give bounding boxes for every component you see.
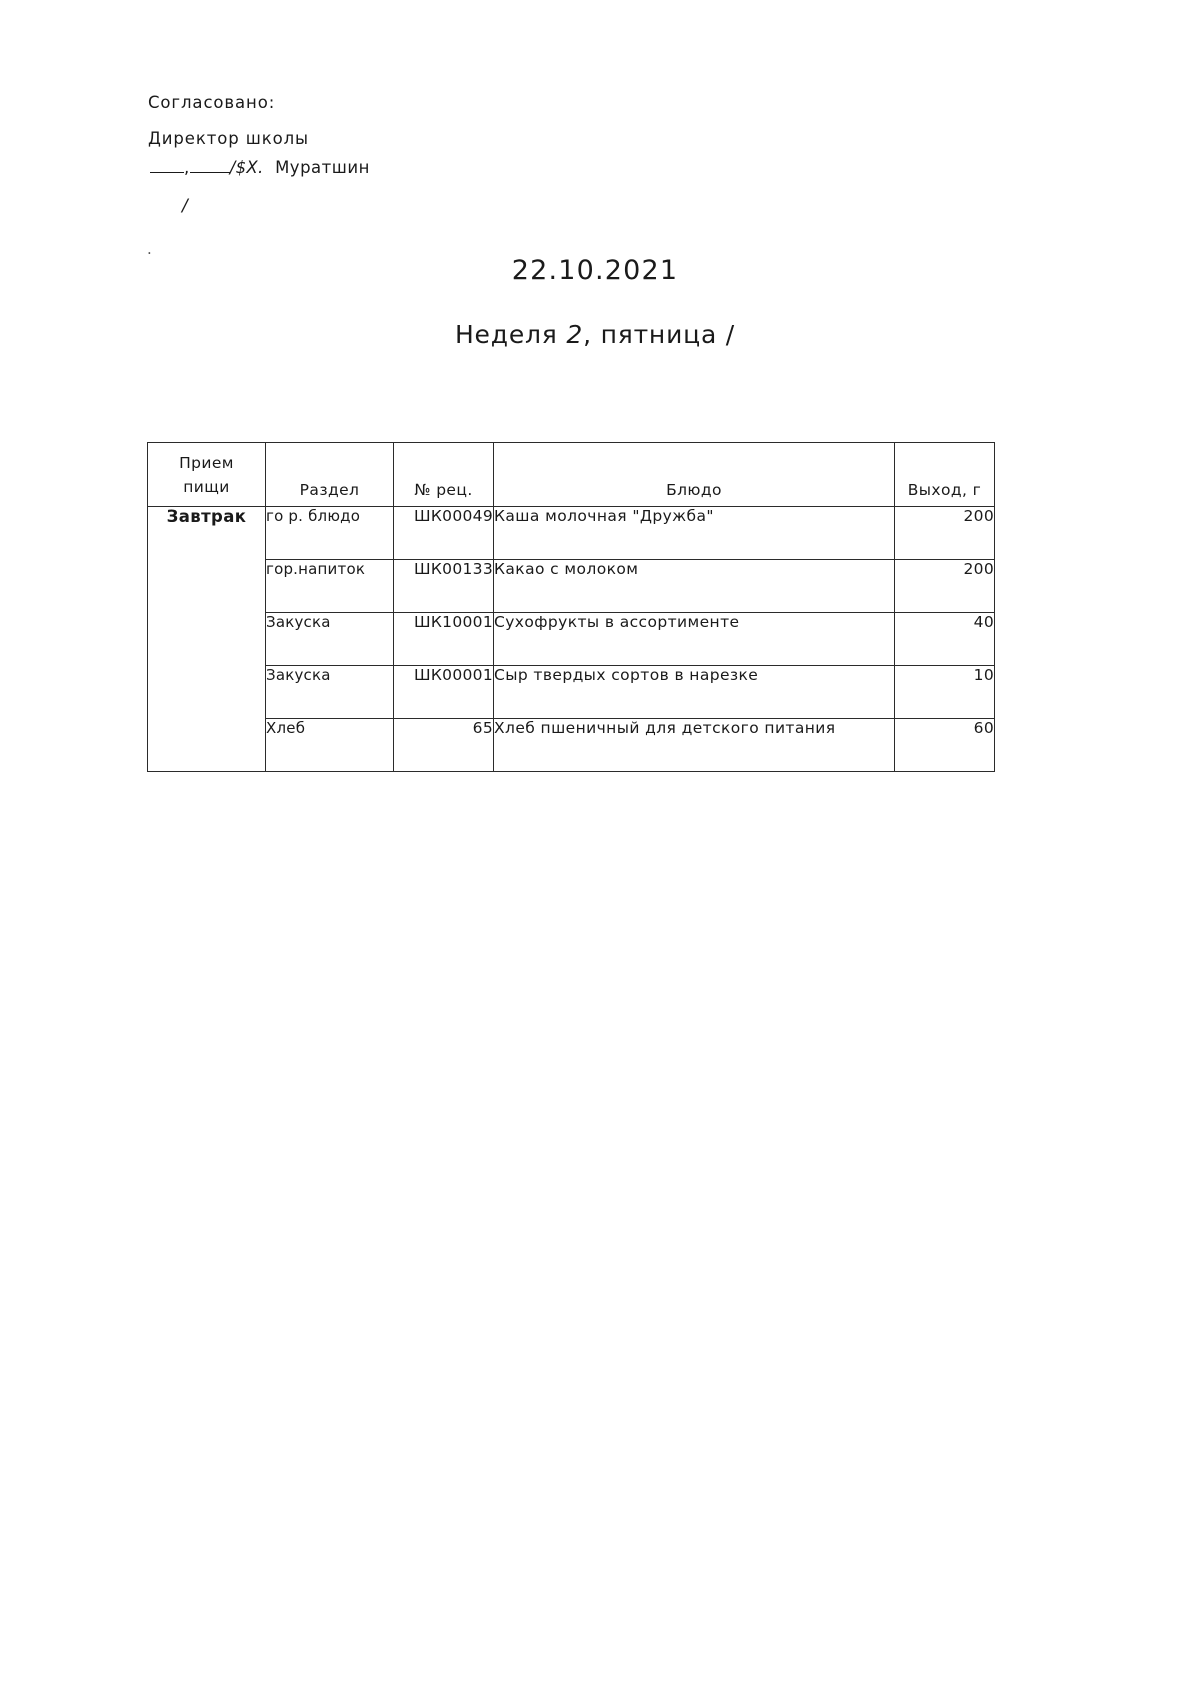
cell-section: Закуска	[266, 666, 394, 719]
cell-output: 40	[895, 613, 995, 666]
cell-recipe: ШК00001	[394, 666, 494, 719]
document-date: 22.10.2021	[511, 255, 679, 286]
cell-recipe: ШК00049	[394, 507, 494, 560]
cell-section: го р. блюдо	[266, 507, 394, 560]
signature-name: Муратшин	[275, 158, 370, 177]
signature-slash-mark: /	[182, 196, 188, 216]
stray-dot-mark: .	[147, 240, 152, 258]
week-number: 2	[566, 320, 584, 349]
cell-dish: Хлеб пшеничный для детского питания	[494, 719, 895, 772]
document-week-title	[0, 320, 1190, 349]
column-header-meal-bottom: пищи	[183, 478, 230, 496]
cell-meal-breakfast: Завтрак	[148, 507, 266, 772]
signature-blank-day	[150, 158, 184, 173]
cell-recipe: ШК00133	[394, 560, 494, 613]
cell-section: гор.напиток	[266, 560, 394, 613]
column-header-output: Выход, г	[895, 443, 995, 507]
column-header-section: Раздел	[266, 443, 394, 507]
table-body	[148, 507, 995, 772]
approval-line-agreed: Согласовано:	[148, 93, 276, 112]
cell-recipe: ШК10001	[394, 613, 494, 666]
column-header-dish: Блюдо	[494, 443, 895, 507]
cell-dish: Сыр твердых сортов в нарезке	[494, 666, 895, 719]
cell-recipe: 65	[394, 719, 494, 772]
table-row	[148, 613, 995, 666]
table-header	[148, 443, 995, 507]
approval-block	[148, 85, 309, 157]
table-row	[148, 719, 995, 772]
cell-output: 60	[895, 719, 995, 772]
approval-line-director: Директор школы	[148, 129, 309, 148]
column-header-meal-top: Прием	[179, 454, 234, 472]
cell-section: Закуска	[266, 613, 394, 666]
menu-table	[147, 442, 995, 772]
cell-dish: Сухофрукты в ассортименте	[494, 613, 895, 666]
signature-initials: /$Х.	[229, 158, 264, 177]
table-row	[148, 666, 995, 719]
table-row	[148, 560, 995, 613]
cell-dish: Какао с молоком	[494, 560, 895, 613]
table-header-row	[148, 443, 995, 507]
cell-section: Хлеб	[266, 719, 394, 772]
column-header-meal	[148, 443, 266, 507]
column-header-recipe: № рец.	[394, 443, 494, 507]
cell-output: 10	[895, 666, 995, 719]
cell-output: 200	[895, 507, 995, 560]
week-prefix-label: Неделя	[454, 320, 558, 349]
signature-line: , /$Х. Муратшин	[150, 158, 370, 177]
week-suffix-label: , пятница /	[583, 320, 736, 349]
cell-dish: Каша молочная "Дружба"	[494, 507, 895, 560]
signature-blank-month	[190, 158, 230, 173]
cell-output: 200	[895, 560, 995, 613]
table-row	[148, 507, 995, 560]
